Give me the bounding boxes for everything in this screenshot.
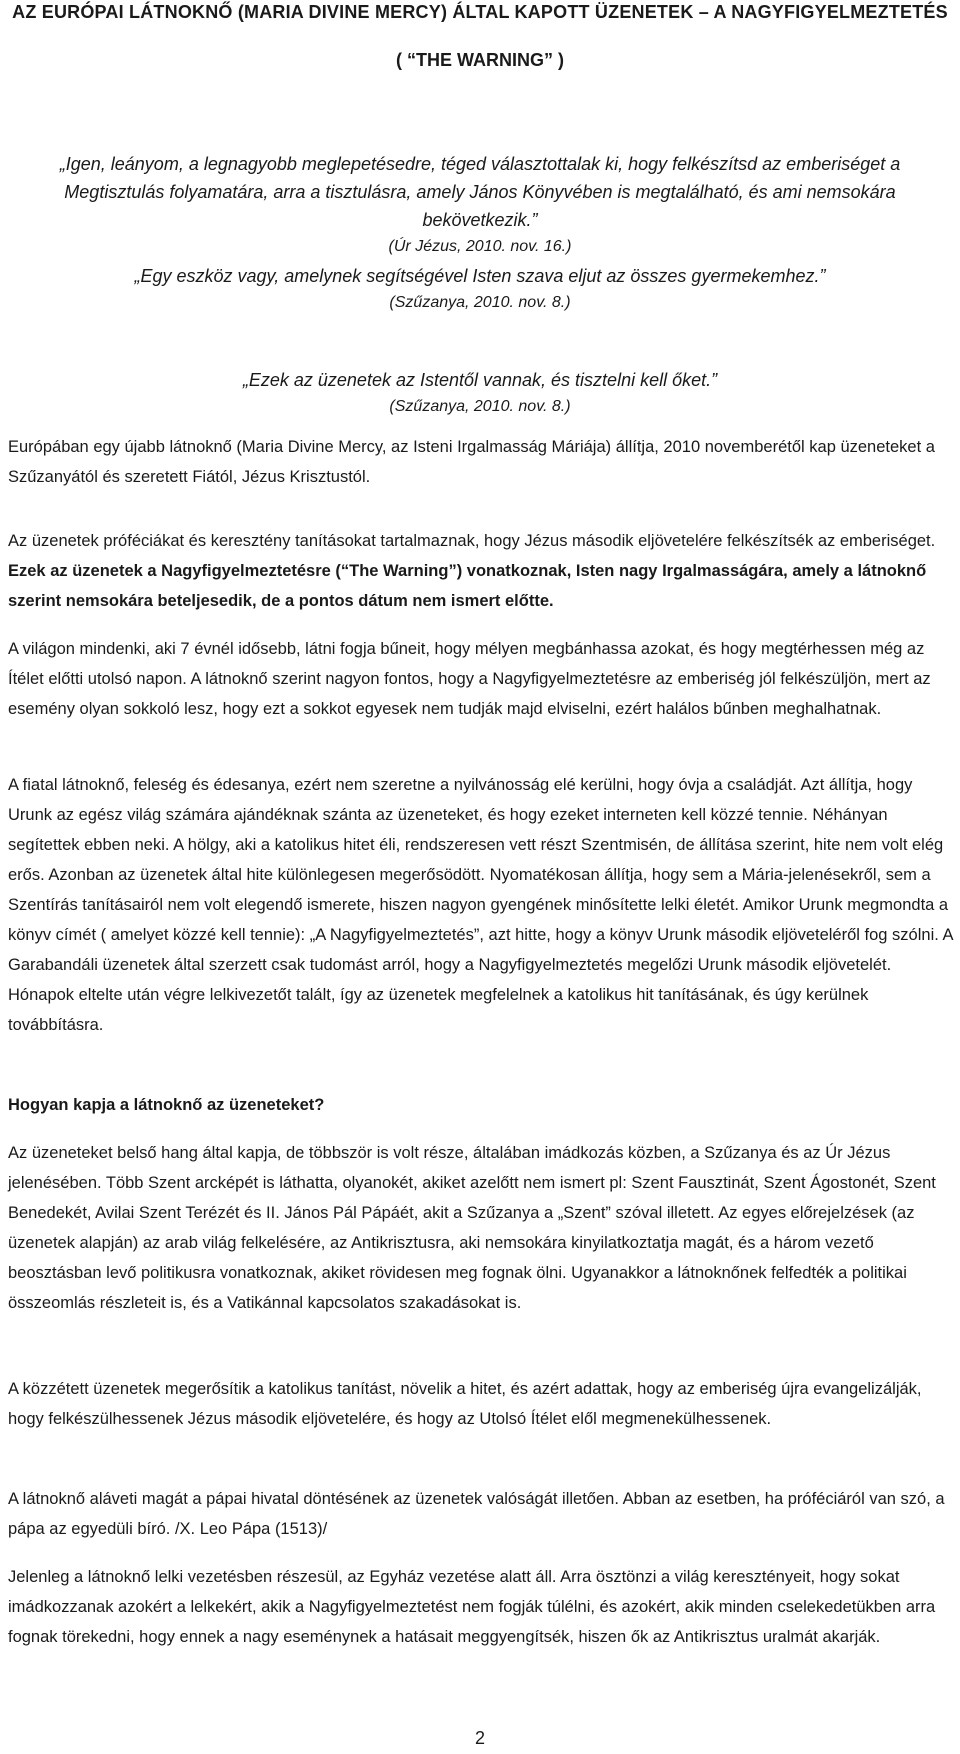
paragraph-messages xyxy=(8,526,953,616)
quote-text: „Igen, leányom, a legnagyobb meglepetésedre, téged választottalak ki, hogy felkészítsd az emberiséget a Megtisztulás folyamatára, arra a tisztulásra, amely János Könyvében is megtalálható, és ami nemsokára bekövetkezik.” xyxy=(59,154,901,230)
paragraph-text: Az üzenetek próféciákat és keresztény tanításokat tartalmaznak, hogy Jézus második eljövetelére felkészítsék az emberiséget. xyxy=(8,532,936,550)
quote-citation: (Szűzanya, 2010. nov. 8.) xyxy=(389,398,571,415)
quote-citation: (Úr Jézus, 2010. nov. 16.) xyxy=(388,238,572,255)
document-subtitle: ( “THE WARNING” ) xyxy=(396,50,564,70)
section-heading: Hogyan kapja a látnoknő az üzeneteket? xyxy=(8,1096,325,1114)
paragraph-warning: A világon mindenki, aki 7 évnél idősebb, látni fogja bűneit, hogy mélyen megbánhassa azokat, és hogy megtérhessen még az Ítélet előtti utolsó napon. A látnoknő szerint nagyon fontos, hogy a Nagyfigyelmeztetésre az emberiség jól felkészüljön, mert az esemény olyan sokkoló lesz, hogy ezt a sokkot egyesek nem tudják majd elviselni, ezért halálos bűnben meghalhatnak. xyxy=(8,640,931,718)
paragraph-pope: A látnoknő aláveti magát a pápai hivatal döntésének az üzenetek valóságát illetően. Abban az esetben, ha próféciáról van szó, a pápa az egyedüli bíró. /X. Leo Pápa (1513)/ xyxy=(8,1490,945,1538)
paragraph-guidance: Jelenleg a látnoknő lelki vezetésben részesül, az Egyház vezetése alatt áll. Arra ösztönzi a világ keresztényeit, hogy sokat imádkozzanak azokért a lelkekért, akik a Nagyfigyelmeztetést nem fogják túlélni, és azokért, akik minden cselekedetükben arra fognak törekedni, hogy ennek a nagy eseménynek a hatásait meggyengítsék, hiszen ők az Antikrisztus uralmát akarják. xyxy=(8,1568,936,1646)
quote-3 xyxy=(20,366,940,420)
paragraph-intro: Európában egy újabb látnoknő (Maria Divine Mercy, az Isteni Irgalmasság Máriája) állítja, 2010 novemberétől kap üzeneteket a Szűzanyától és szeretett Fiától, Jézus Krisztustól. xyxy=(8,438,935,486)
page-number: 2 xyxy=(474,1728,485,1748)
quote-text: „Egy eszköz vagy, amelynek segítségével Isten szava eljut az összes gyermekemhez.” xyxy=(134,266,826,286)
paragraph-how: Az üzeneteket belső hang által kapja, de többször is volt része, általában imádkozás közben, a Szűzanya és az Úr Jézus jelenésében. Több Szent arcképét is láthatta, olyanokét, akiket azelőtt nem ismert pl: Szent Fausztinát, Szent Ágostonét, Szent Benedekét, Avilai Szent Terézét és II. János Pál Pápáét, akit a Szűzanya a „Szent” szóval illetett. Az egyes előrejelzések (az üzenetek alapján) az arab világ felkelésére, az Antikrisztusra, aki nemsokára kinyilatkoztatja magát, és a három vezető beosztásban levő politikusra vonatkoznak, akiket rövidesen meg fognak ölni. Ugyanakkor a látnoknőnek felfedték a politikai összeomlás részleteit is, és a Vatikánnal kapcsolatos szakadásokat is. xyxy=(8,1144,936,1312)
quote-citation: (Szűzanya, 2010. nov. 8.) xyxy=(389,294,571,311)
paragraph-confirm: A közzétett üzenetek megerősítik a katolikus tanítást, növelik a hitet, és azért adattak, hogy az emberiség újra evangelizálják, hogy felkészülhessenek Jézus második eljövetelére, és hogy az Utolsó Ítélet elől megmenekülhessenek. xyxy=(8,1380,922,1428)
quote-text: „Ezek az üzenetek az Istentől vannak, és tisztelni kell őket.” xyxy=(242,370,718,390)
paragraph-visionary: A fiatal látnoknő, feleség és édesanya, ezért nem szeretne a nyilvánosság elé kerülni, hogy óvja a családját. Azt állítja, hogy Urunk az egész világ számára ajándéknak szánta az üzeneteket, és hogy ezeket interneten kell közzé tennie. Néhányan segítettek ebben neki. A hölgy, aki a katolikus hitet éli, rendszeresen vett részt Szentmisén, de állítása szerint, hite nem volt elég erős. Azonban az üzenetek által hite különlegesen megerősödött. Nyomatékosan állítja, hogy sem a Mária-jelenésekről, sem a Szentírás tanításairól nem volt elegendő ismerete, hiszen nagyon gyengének minősítette lelki életét. Amikor Urunk megmondta a könyv címét ( amelyet közzé kell tennie): „A Nagyfigyelmeztetés”, azt hitte, hogy a könyv Urunk második eljöveteléről fog szólni. A Garabandáli üzenetek által szerzett csak tudomást arról, hogy a Nagyfigyelmeztetés megelőzi Urunk második eljövetelét. Hónapok eltelte után végre lelkivezetőt talált, így az üzenetek megfelelnek a katolikus hit tanításának, és úgy kerülnek továbbításra. xyxy=(8,776,953,1034)
quote-2 xyxy=(20,262,940,316)
quote-1 xyxy=(20,150,940,260)
document-title: AZ EURÓPAI LÁTNOKNŐ (MARIA DIVINE MERCY) ÁLTAL KAPOTT ÜZENETEK – A NAGYFIGYELMEZTETÉS xyxy=(12,2,948,22)
paragraph-bold-text: Ezek az üzenetek a Nagyfigyelmeztetésre (“The Warning”) vonatkoznak, Isten nagy Irgalmasságára, amely a látnoknő szerint nemsokára beteljesedik, de a pontos dátum nem ismert előtte. xyxy=(8,562,927,610)
